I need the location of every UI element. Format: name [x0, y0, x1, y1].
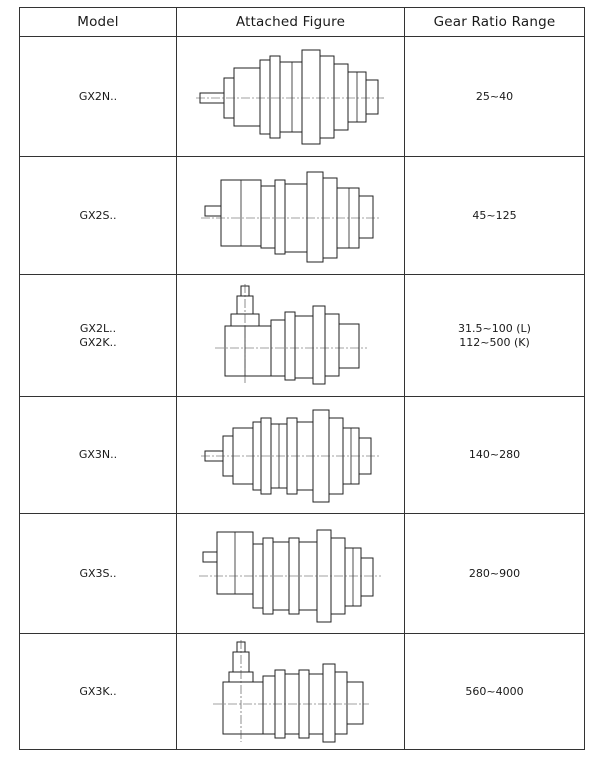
ratio-value: 560~4000	[465, 684, 524, 698]
two-stage-gearbox-with-input-housing-drawing-icon	[201, 166, 381, 266]
figure-cell	[177, 514, 405, 634]
model-name: GX3K..	[79, 684, 117, 698]
header-attached-figure: Attached Figure	[177, 8, 405, 37]
ratio-value: 31.5~100 (L)	[458, 321, 531, 335]
model-name: GX2K..	[79, 335, 117, 349]
model-name: GX2S..	[79, 208, 117, 222]
ratio-cell	[405, 397, 585, 514]
ratio-cell	[405, 634, 585, 750]
header-row	[20, 8, 585, 37]
model-name: GX2N..	[78, 89, 118, 103]
ratio-value: 25~40	[475, 89, 514, 103]
table-row	[20, 157, 585, 275]
ratio-value: 140~280	[468, 448, 521, 461]
two-stage-right-angle-gearbox-drawing-icon	[211, 284, 371, 388]
model-name: GX3N..	[78, 448, 118, 461]
figure-cell	[177, 157, 405, 275]
model-cell	[20, 275, 177, 397]
ratio-cell	[405, 37, 585, 157]
three-stage-right-angle-gearbox-drawing-icon	[211, 640, 371, 744]
figure-cell	[177, 397, 405, 514]
table-row	[20, 275, 585, 397]
gear-ratio-table	[19, 7, 585, 750]
model-name: GX3S..	[79, 566, 117, 580]
header-gear-ratio-range: Gear Ratio Range	[405, 8, 585, 37]
model-name: GX2L..	[79, 321, 117, 335]
figure-cell	[177, 37, 405, 157]
three-stage-inline-gearbox-drawing-icon	[201, 406, 381, 504]
ratio-cell	[405, 157, 585, 275]
figure-cell	[177, 634, 405, 750]
model-cell	[20, 157, 177, 275]
three-stage-gearbox-with-input-housing-drawing-icon	[199, 524, 383, 624]
model-cell	[20, 634, 177, 750]
table-row	[20, 397, 585, 514]
model-cell	[20, 37, 177, 157]
ratio-value: 45~125	[472, 208, 517, 222]
ratio-value: 280~900	[468, 566, 521, 580]
table-row	[20, 634, 585, 750]
table-row	[20, 37, 585, 157]
model-cell	[20, 514, 177, 634]
ratio-cell	[405, 514, 585, 634]
figure-cell	[177, 275, 405, 397]
two-stage-inline-gearbox-drawing-icon	[196, 46, 386, 148]
table-row	[20, 514, 585, 634]
ratio-cell	[405, 275, 585, 397]
ratio-value: 112~500 (K)	[459, 335, 530, 349]
model-cell	[20, 397, 177, 514]
header-model: Model	[20, 8, 177, 37]
